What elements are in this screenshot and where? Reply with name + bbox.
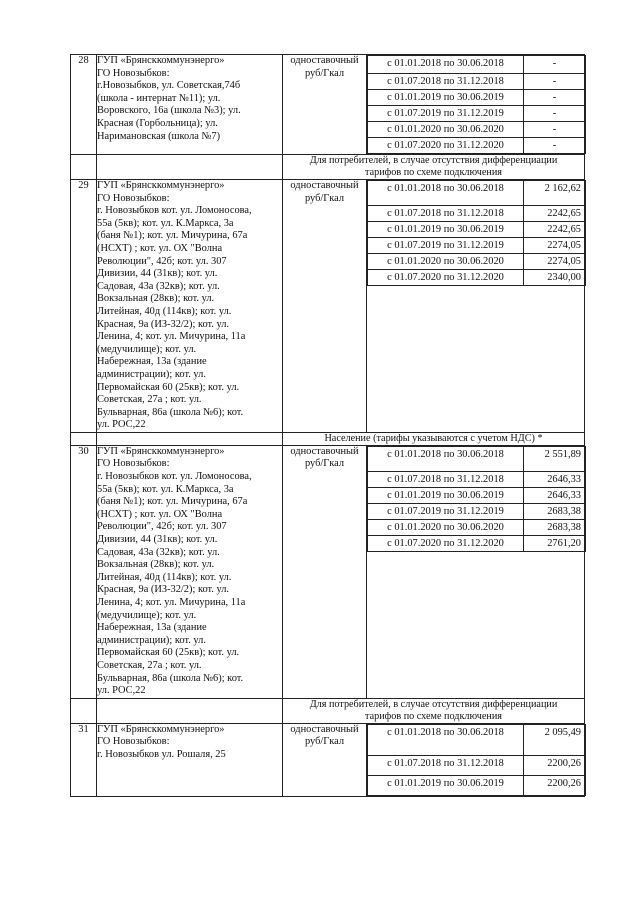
section-band-consumers: Для потребителей, в случае отсутствия дифференциации тарифов по схеме подключения [283,698,585,723]
tariff-value: 2683,38 [524,503,586,519]
period-row [368,56,586,74]
tariff-value: 2274,05 [524,254,586,270]
table-row [71,180,585,433]
period-label: с 01.01.2020 по 30.06.2020 [368,122,524,138]
tariff-value: 2761,20 [524,535,586,551]
tariff-type-cell: одноставочный руб/Гкал [283,445,367,698]
period-row [368,519,586,535]
section-band-row [71,155,585,180]
period-row [368,724,586,755]
periods-table [367,724,586,796]
section-band-row [71,432,585,445]
table-row [71,723,585,796]
organization-cell: ГУП «Брянсккоммунэнерго» ГО Новозыбков: г. Новозыбков ул. Рошаля, 25 [97,723,283,796]
periods-table [367,446,586,552]
period-row [368,138,586,154]
period-label: с 01.07.2020 по 31.12.2020 [368,270,524,286]
tariff-table [70,54,585,797]
period-label: с 01.07.2018 по 31.12.2018 [368,755,524,775]
table-row [71,55,585,155]
period-label: с 01.01.2018 по 30.06.2018 [368,181,524,206]
tariff-value: - [524,90,586,106]
period-row [368,755,586,775]
tariff-value: 2 162,62 [524,181,586,206]
tariff-value: - [524,122,586,138]
row-number: 31 [71,723,97,796]
period-label: с 01.07.2019 по 31.12.2019 [368,238,524,254]
periods-cell [367,445,585,698]
tariff-value: 2200,26 [524,775,586,795]
row-number: 29 [71,180,97,433]
period-label: с 01.01.2019 по 30.06.2019 [368,487,524,503]
organization-cell: ГУП «Брянсккоммунэнерго» ГО Новозыбков: г. Новозыбков кот. ул. Ломоносова, 55а (5кв); кот. ул. К.Маркса, 3а (баня №1); кот. ул. Мичурина, 67а (НСХТ) ; кот. ул. ОХ "Волна Революции", 42б; кот. ул. 307 Дивизии, 44 (31кв); кот. ул. Садовая, 43а (32кв); кот. ул. Вокзальная (28кв); кот. ул. Литейная, 40д (114кв); кот. ул. Красная, 9а (ИЗ-32/2); кот. ул. Ленина, 4; кот. ул. Мичурина, 11а (медучилище); кот. ул. Набережная, 13а (здание администрации); кот. ул. Первомайская 60 (25кв); кот. ул. Советская, 27а ; кот. ул. Бульварная, 86а (школа №6); кот. ул. РОС,22 [97,445,283,698]
period-row [368,106,586,122]
tariff-value: 2200,26 [524,755,586,775]
period-row [368,206,586,222]
periods-table [367,55,586,154]
period-label: с 01.01.2020 по 30.06.2020 [368,519,524,535]
tariff-type-cell: одноставочный руб/Гкал [283,723,367,796]
period-label: с 01.01.2018 по 30.06.2018 [368,446,524,471]
tariff-type-cell: одноставочный руб/Гкал [283,55,367,155]
tariff-value: 2340,00 [524,270,586,286]
tariff-value: - [524,56,586,74]
organization-cell: ГУП «Брянсккоммунэнерго» ГО Новозыбков: г. Новозыбков кот. ул. Ломоносова, 55а (5кв); кот. ул. К.Маркса, 3а (баня №1); кот. ул. Мичурина, 67а (НСХТ) ; кот. ул. ОХ "Волна Революции", 42б; кот. ул. 307 Дивизии, 44 (31кв); кот. ул. Садовая, 43а (32кв); кот. ул. Вокзальная (28кв); кот. ул. Литейная, 40д (114кв); кот. ул. Красная, 9а (ИЗ-32/2); кот. ул. Ленина, 4; кот. ул. Мичурина, 11а (медучилище); кот. ул. Набережная, 13а (здание администрации); кот. ул. Первомайская 60 (25кв); кот. ул. Советская, 27а ; кот. ул. Бульварная, 86а (школа №6); кот. ул. РОС,22 [97,180,283,433]
tariff-value: 2 551,89 [524,446,586,471]
period-row [368,487,586,503]
period-label: с 01.07.2019 по 31.12.2019 [368,503,524,519]
tariff-value: - [524,138,586,154]
periods-cell [367,180,585,433]
section-band-row [71,698,585,723]
period-label: с 01.01.2018 по 30.06.2018 [368,724,524,755]
period-row [368,270,586,286]
period-label: с 01.07.2019 по 31.12.2019 [368,106,524,122]
tariff-value: - [524,106,586,122]
period-row [368,254,586,270]
tariff-table-page [70,54,584,797]
period-row [368,181,586,206]
period-label: с 01.01.2020 по 30.06.2020 [368,254,524,270]
period-row [368,471,586,487]
periods-cell [367,723,585,796]
period-row [368,222,586,238]
period-label: с 01.07.2020 по 31.12.2020 [368,138,524,154]
period-label: с 01.07.2020 по 31.12.2020 [368,535,524,551]
period-row [368,503,586,519]
tariff-value: 2242,65 [524,222,586,238]
section-band-population: Население (тарифы указываются с учетом НДС) * [283,432,585,445]
tariff-value: 2646,33 [524,487,586,503]
period-label: с 01.01.2019 по 30.06.2019 [368,775,524,795]
period-row [368,775,586,795]
tariff-value: 2683,38 [524,519,586,535]
period-label: с 01.07.2018 по 31.12.2018 [368,206,524,222]
period-label: с 01.01.2018 по 30.06.2018 [368,56,524,74]
row-number: 30 [71,445,97,698]
periods-table [367,180,586,286]
period-label: с 01.01.2019 по 30.06.2019 [368,90,524,106]
tariff-value: 2 095,49 [524,724,586,755]
table-row [71,445,585,698]
tariff-type-cell: одноставочный руб/Гкал [283,180,367,433]
period-label: с 01.07.2018 по 31.12.2018 [368,471,524,487]
period-label: с 01.01.2019 по 30.06.2019 [368,222,524,238]
tariff-value: 2646,33 [524,471,586,487]
period-label: с 01.07.2018 по 31.12.2018 [368,74,524,90]
organization-cell: ГУП «Брянсккоммунэнерго» ГО Новозыбков: г.Новозыбков, ул. Советская,74б (школа - интернат №11); ул. Воровского, 16а (школа №3); ул. Красная (Горбольница); ул. Наримановская (школа №7) [97,55,283,155]
period-row [368,122,586,138]
period-row [368,535,586,551]
period-row [368,446,586,471]
period-row [368,74,586,90]
periods-cell [367,55,585,155]
period-row [368,90,586,106]
section-band-consumers: Для потребителей, в случае отсутствия дифференциации тарифов по схеме подключения [283,155,585,180]
period-row [368,238,586,254]
tariff-value: - [524,74,586,90]
tariff-value: 2274,05 [524,238,586,254]
tariff-value: 2242,65 [524,206,586,222]
row-number: 28 [71,55,97,155]
